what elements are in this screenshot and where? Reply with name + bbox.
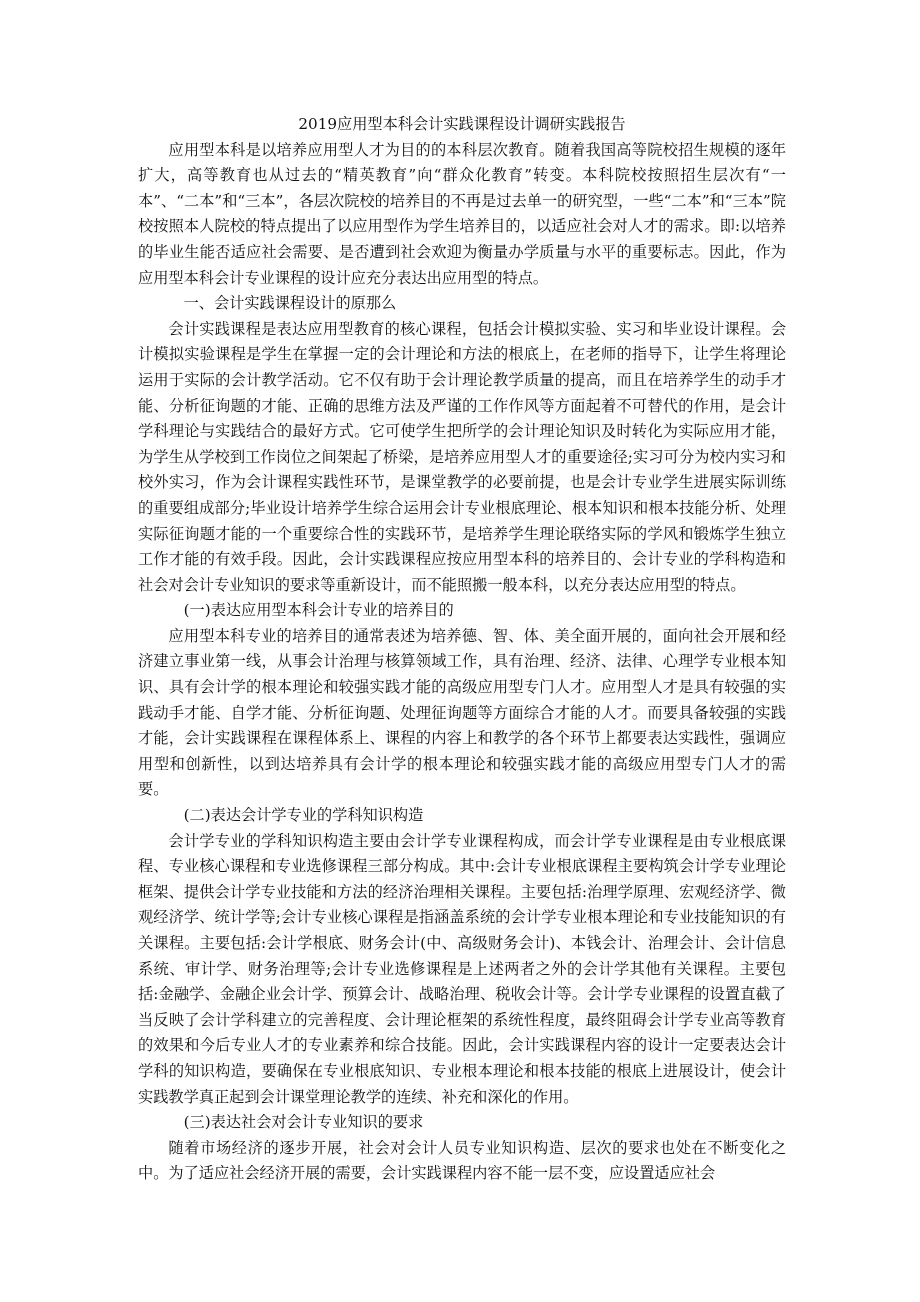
intro-paragraph: 应用型本科是以培养应用型人才为目的的本科层次教育。随着我国高等院校招生规模的逐年扩大，高等教育也从过去的“精英教育”向“群众化教育”转变。本科院校按照招生层次有“一本”、“二本”和“三本”，各层次院校的培养目的不再是过去单一的研究型，一些“二本”和“三本”院校按照本人院校的特点提出了以应用型作为学生培养目的，以适应社会对人才的需求。即:以培养的毕业生能否适应社会需要、是否遭到社会欢迎为衡量办学质量与水平的重要标志。因此，作为应用型本科会计专业课程的设计应充分表达出应用型的特点。 — [138, 140, 786, 287]
subsection-2-heading: (二)表达会计学专业的学科知识构造 — [183, 806, 424, 825]
document-title: 2019应用型本科会计实践课程设计调研实践报告 — [298, 115, 626, 133]
subsection-1-paragraph: 应用型本科专业的培养目的通常表述为培养德、智、体、美全面开展的，面向社会开展和经济建立事业第一线，从事会计治理与核算领域工作，具有治理、经济、法律、心理学专业根本知识、具有会计学的根本理论和较强实践才能的高级应用型专门人才。应用型人才是具有较强的实践动手才能、自学才能、分析征询题、处理征询题等方面综合才能的人才。而要具备较强的实践才能，会计实践课程在课程体系上、课程的内容上和教学的各个环节上都要表达实践性，强调应用型和创新性，以到达培养具有会计学的根本理论和较强实践才能的高级应用型专门人才的需要。 — [138, 626, 786, 799]
subsection-3-paragraph: 随着市场经济的逐步开展，社会对会计人员专业知识构造、层次的要求也处在不断变化之中。为了适应社会经济开展的需要，会计实践课程内容不能一层不变，应设置适应社会 — [138, 1138, 786, 1183]
subsection-3-heading: (三)表达社会对会计专业知识的要求 — [183, 1113, 424, 1132]
section-1-paragraph: 会计实践课程是表达应用型教育的核心课程，包括会计模拟实验、实习和毕业设计课程。会计模拟实验课程是学生在掌握一定的会计理论和方法的根底上，在老师的指导下，让学生将理论运用于实际的会计教学活动。它不仅有助于会计理论教学质量的提高，而且在培养学生的动手才能、分析征询题的才能、正确的思维方法及严谨的工作作风等方面起着不可替代的作用，是会计学科理论与实践结合的最好方式。它可使学生把所学的会计理论知识及时转化为实际应用才能，为学生从学校到工作岗位之间架起了桥梁，是培养应用型人才的重要途径;实习可分为校内实习和校外实习，作为会计课程实践性环节，是课堂教学的必要前提，也是会计专业学生进展实际训练的重要组成部分;毕业设计培养学生综合运用会计专业根底理论、根本知识和根本技能分析、处理实际征询题才能的一个重要综合性的实践环节，是培养学生理论联络实际的学风和锻炼学生独立工作才能的有效手段。因此，会计实践课程应按应用型本科的培养目的、会计专业的学科构造和社会对会计专业知识的要求等重新设计，而不能照搬一般本科，以充分表达应用型的特点。 — [138, 319, 786, 594]
document-page — [138, 112, 786, 1187]
section-1-heading: 一、会计实践课程设计的原那么 — [183, 294, 397, 313]
subsection-1-heading: (一)表达应用型本科会计专业的培养目的 — [183, 601, 454, 620]
subsection-2-paragraph: 会计学专业的学科知识构造主要由会计学专业课程构成，而会计学专业课程是由专业根底课程、专业核心课程和专业选修课程三部分构成。其中:会计专业根底课程主要构筑会计学专业理论框架、提供会计学专业技能和方法的经济治理相关课程。主要包括:治理学原理、宏观经济学、微观经济学、统计学等;会计专业核心课程是指涵盖系统的会计学专业根本理论和专业技能知识的有关课程。主要包括:会计学根底、财务会计(中、高级财务会计)、本钱会计、治理会计、会计信息系统、审计学、财务治理等;会计专业选修课程是上述两者之外的会计学其他有关课程。主要包括:金融学、金融企业会计学、预算会计、战略治理、税收会计等。会计学专业课程的设置直截了当反映了会计学科建立的完善程度、会计理论框架的系统性程度，最终阻碍会计学专业高等教育的效果和今后专业人才的专业素养和综合技能。因此，会计实践课程内容的设计一定要表达会计学科的知识构造，要确保在专业根底知识、专业根本理论和根本技能的根底上进展设计，使会计实践教学真正起到会计课堂理论教学的连续、补充和深化的作用。 — [138, 831, 786, 1106]
